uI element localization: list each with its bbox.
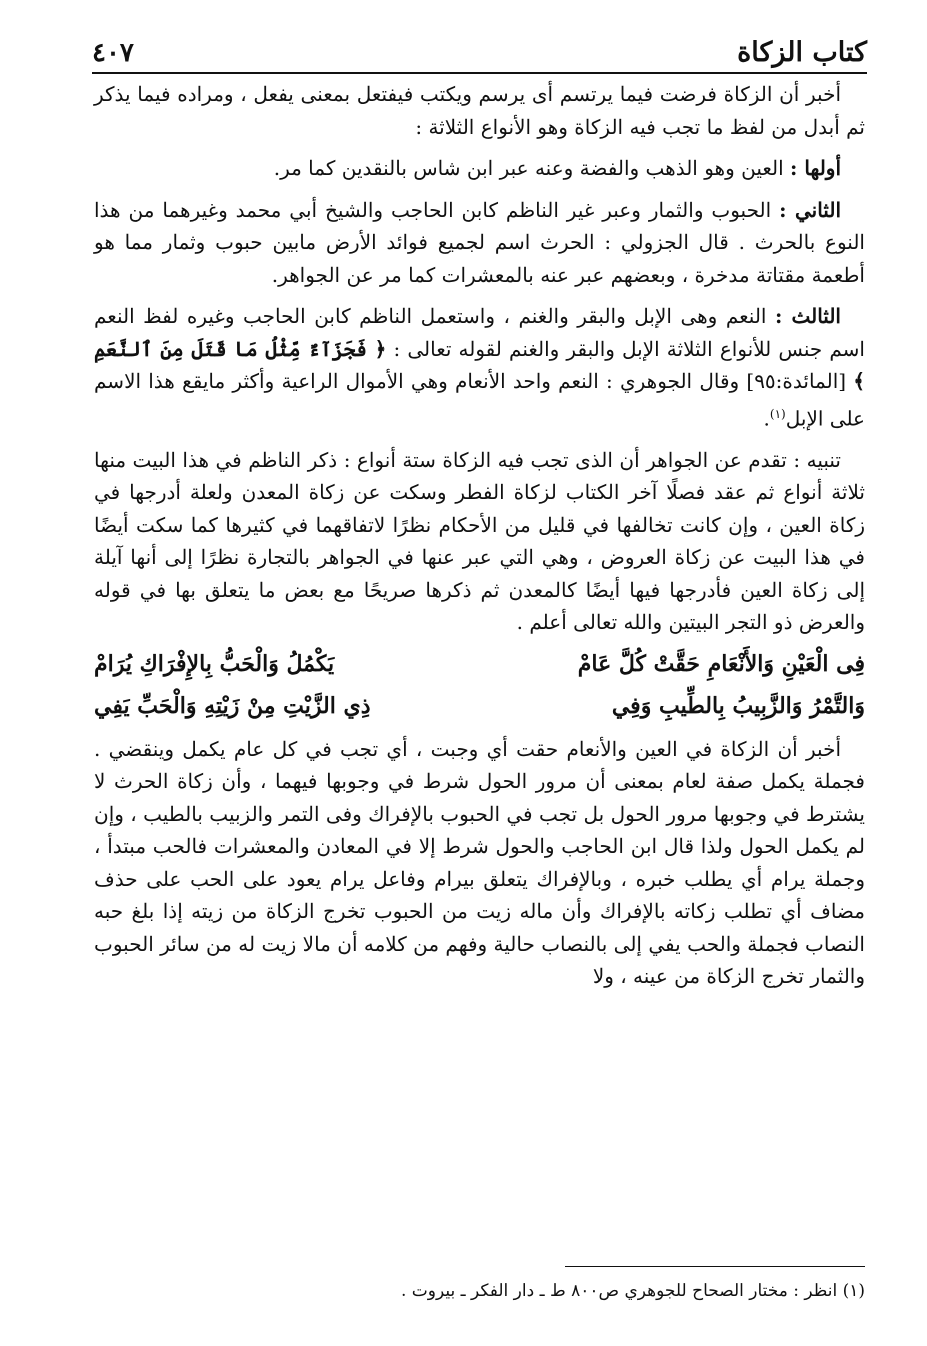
paragraph-third-type [94, 300, 865, 435]
quran-quote: ﴿ فَجَزَآءٌ مِّثْلُ مَا قَتَلَ مِنَ ٱلنَّعَمِ ﴾ [94, 336, 865, 393]
paragraph-note: تنبيه : تقدم عن الجواهر أن الذى تجب فيه الزكاة ستة أنواع : ذكر الناظم في هذا البيت منها ثلاثة أنواع ثم عقد فصلًا آخر الكتاب لزكاة الفطر وسكت عن زكاة المعدن ولعلة أدرجها في زكاة العين ، وإن كانت تخالفها في قليل من الأحكام نظرًا لاتفاقهما في كثيرها كما سكت أيضًا في هذا البيت عن زكاة العروض ، وهي التي عبر عنها في الجواهر بالتجارة نظرًا إلى أنها آيلة إلى زكاة العين فأدرجها فيها أيضًا كالمعدن ثم ذكرها صريحًا مع بعض ما يتعلق بها في قوله والعرض ذو التجر البيتين والله تعالى أعلم . [94, 447, 865, 635]
paragraph-second-type [94, 194, 865, 292]
paragraph-commentary: أخبر أن الزكاة في العين والأنعام حقت أي وجبت ، أي تجب في كل عام يكمل وينقضي . فجملة يكمل صفة لعام بمعنى أن مرور الحول شرط في وجوبها فيهما ، وأن زكاة الحرث لا يشترط في وجوبها مرور الحول بل تجب في الحبوب بالإفراك وفى التمر والزبيب بالطيب ، وإن لم يكمل الحول ولذا قال ابن الحاجب والحول شرط إلا في المعادن والمعشرات فالحب مبتدأ ، وجملة يرام أي يطلب خبره ، وبالإفراك يتعلق بيرام وفاعل يرام يعود على الحب على حذف مضاف أي تطلب زكاته بالإفراك وأن ماله زيت من الحبوب تخرج الزكاة من زيته إذا بلغ حبه النصاب فجملة والحب يفي إلى بالنصاب حالية وفهم من كلامه أن مالا زيت له من سائر الحبوب والثمار تخرج الزكاة من عينه ، ولا [94, 736, 865, 989]
paragraph-text: النعم وهى الإبل والبقر والغنم ، واستعمل الناظم كابن الحاجب وغيره لفظ النعم اسم جنس للأنواع الثلاثة الإبل والبقر والغنم لقوله تعالى : [94, 304, 865, 361]
paragraph-text: [المائدة:٩٥] وقال الجوهري : النعم واحد الأنعام وهي الأموال الراعية وأكثر مايقع هذا الاسم على الإبل [94, 369, 865, 431]
verse-line-1 [94, 648, 865, 681]
paragraph-intro: أخبر أن الزكاة فرضت فيما يرتسم أى يرسم ويكتب فيفتعل بمعنى يفعل ، ومراده فيما يذكر ثم أبدل من لفظ ما تجب فيه الزكاة وهو الأنواع الثلاثة : [94, 82, 865, 139]
paragraph-lead: الثاني : [779, 197, 841, 222]
page-body [94, 78, 865, 1002]
page-header [92, 28, 867, 74]
page-number: ٤٠٧ [92, 38, 134, 68]
paragraph-lead: الثالث : [774, 304, 841, 328]
paragraph-first-type [94, 152, 865, 185]
verse-hemistich-left: يَكْمُلُ وَالْحَبُّ بِالإِفْرَاكِ يُرَامْ [94, 650, 335, 677]
chapter-title: كتاب الزكاة [737, 37, 867, 68]
verse-hemistich-left: ذِي الزَّيْتِ مِنْ زَيْتِهِ وَالْحَبِّ يَفِي [94, 693, 371, 720]
paragraph-text: الحبوب والثمار وعبر غير الناظم كابن الحاجب والشيخ أبي محمد وغيرهما من هذا النوع بالحرث . قال الجزولي : الحرث اسم لجميع فوائد الأرض مابين حبوب وثمار مما هو أطعمة مقتاتة مدخرة ، وبعضهم عبر عنه بالمعشرات كما مر عن الجواهر. [94, 197, 865, 287]
paragraph-lead: أولها : [790, 156, 841, 180]
footnote-reference: (١) [769, 406, 786, 421]
verse-hemistich-right: فِى الْعَيْنِ وَالأَنْعَامِ حَقَّتْ كُلَّ عَامْ [577, 650, 865, 677]
footnote: (١) انظر : مختار الصحاح للجوهري ص٨٠٠ ط ـ دار الفكر ـ بيروت . [400, 1281, 865, 1301]
paragraph-text: العين وهو الذهب والفضة وعنه عبر ابن شاس بالنقدين كما مر. [273, 156, 791, 180]
verse-line-2 [94, 690, 865, 723]
paragraph-end: . [763, 406, 770, 431]
footnote-separator [565, 1266, 865, 1267]
verse-hemistich-right: وَالتَّمْرُ وَالزَّبِيبُ بِالطِّيبِ وَفِي [611, 693, 865, 720]
